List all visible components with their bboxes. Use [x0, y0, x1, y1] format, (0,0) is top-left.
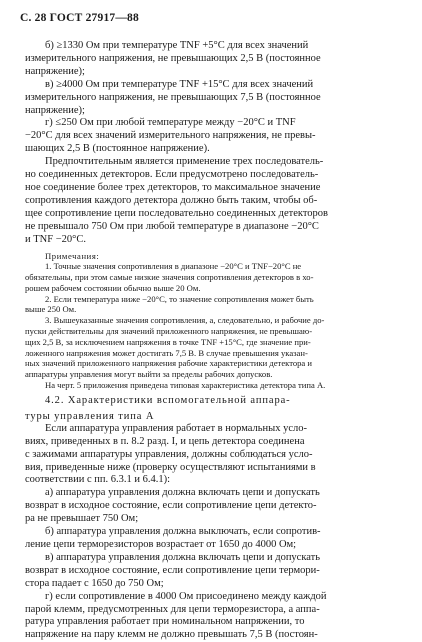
paragraph — [25, 526, 404, 552]
text-line: г) ≤250 Ом при любой температуре между −20°С и TNF — [45, 117, 296, 129]
text-line: парой клемм, предусмотренных для цепи терморезистора, а аппа- — [25, 603, 320, 615]
page-header: С. 28 ГОСТ 27917—88 — [20, 12, 139, 24]
text-line: сопротивления каждого детектора должно быть таким, чтобы об- — [25, 194, 318, 206]
text-line: щее сопротивление цепи последовательно соединенных детекторов — [25, 207, 328, 219]
text-line: шающих 2,5 В (постоянное напряжение). — [25, 143, 210, 155]
note-line: пуски действительны для значений приложенного напряжения, не превышаю- — [25, 326, 313, 337]
main-text-top — [25, 40, 404, 247]
text-line: б) ≥1330 Ом при температуре TNF +5°С для всех значений — [45, 40, 309, 51]
note-line: рошем рабочем состоянии обычно выше 20 Ом. — [25, 282, 201, 293]
text-line: Если аппаратура управления работает в нормальных усло- — [45, 422, 308, 434]
text-line: но соединенных детекторов. Если предусмотрено последователь- — [25, 169, 319, 181]
note-line: выше 250 Ом. — [25, 304, 77, 315]
notes-section — [25, 251, 404, 391]
text-line: вия, приведенные ниже (проверку осуществляют испытаниями в — [25, 461, 316, 473]
text-line: а) аппаратура управления должна включать цепи и допускать — [45, 487, 320, 499]
paragraph — [25, 591, 404, 642]
text-line: напряжение); — [25, 65, 85, 77]
paragraph — [25, 423, 404, 488]
text-line: возврат в исходное состояние, если сопротивление цепи детекто- — [25, 500, 317, 512]
section-heading-line: 4.2. Характеристики вспомогательной аппара- — [45, 394, 291, 406]
note-line: ных значений приложенного напряжения рабочие характеристики детектора и — [25, 358, 312, 369]
text-line: не превышало 750 Ом при любой температуре в диапазоне −20°С — [25, 220, 319, 232]
paragraph — [25, 79, 404, 118]
text-line: виях, приведенных в п. 8.2 разд. I, и цепь детектора соединена — [25, 435, 305, 447]
note-line: На черт. 5 приложения приведена типовая характеристика детектора типа А. — [45, 380, 326, 391]
text-line: ление цепи терморезисторов возрастает от 1650 до 4000 Ом; — [25, 539, 297, 551]
paragraph — [25, 117, 404, 156]
section-heading — [25, 394, 404, 423]
note-line: 2. Если температура ниже −20°С, то значение сопротивления может быть — [45, 293, 314, 304]
text-line: измерительного напряжения, не превышающих 2,5 В (постоянное — [25, 52, 321, 64]
text-line: возврат в исходное состояние, если сопротивление цепи термори- — [25, 564, 320, 576]
note-line: 1. Точные значения сопротивления в диапазоне −20°С и TNF−20°С не — [45, 261, 302, 272]
note-line: обязательны, при этом самые низкие значения сопротивления детекторов в хо- — [25, 272, 314, 283]
text-line: стора падает с 1650 до 750 Ом; — [25, 577, 164, 589]
note-item — [25, 315, 404, 380]
text-line: г) если сопротивление в 4000 Ом присоединено между каждой — [45, 590, 327, 602]
text-line: и TNF −20°С. — [25, 233, 86, 245]
note-item — [25, 380, 404, 391]
note-line: ложенного напряжения может достигать 7,5 В. В случае превышения указан- — [25, 347, 308, 358]
note-item — [25, 294, 404, 316]
text-line: ратура управления работает при номинальном напряжении, то — [25, 616, 305, 628]
text-line: −20°С для всех значений измерительного напряжения, не превы- — [25, 130, 316, 142]
notes-title: Примечания: — [45, 250, 100, 261]
text-line: Предпочтительным является применение трех последователь- — [45, 156, 324, 168]
text-line: измерительного напряжения, не превышающих 7,5 В (постоянное — [25, 91, 321, 103]
text-line: ное соединение более трех детекторов, то максимальное значение — [25, 181, 321, 193]
section-heading-line: туры управления типа А — [25, 410, 155, 422]
note-line: щих 2,5 В, за исключением напряжения в точке TNF +15°С, где значение при- — [25, 336, 311, 347]
note-item — [25, 261, 404, 293]
text-line: соответствии с пп. 6.3.1 и 6.4.1): — [25, 474, 171, 486]
paragraph — [25, 487, 404, 526]
page-content — [25, 40, 404, 642]
paragraph — [25, 40, 404, 79]
notes-list — [25, 261, 404, 391]
text-line: ра не превышает 750 Ом; — [25, 513, 139, 525]
text-line: в) аппаратура управления должна включать цепи и допускать — [45, 551, 321, 563]
paragraph — [25, 552, 404, 591]
text-line: напряжение на пару клемм не должно превышать 7,5 В (постоян- — [25, 629, 318, 641]
text-line: напряжение); — [25, 104, 85, 116]
text-line: с зажимами аппаратуры управления, должны соблюдаться усло- — [25, 448, 313, 460]
text-line: в) ≥4000 Ом при температуре TNF +15°С для всех значений — [45, 78, 314, 90]
paragraph — [25, 156, 404, 246]
note-line: 3. Вышеуказанные значения сопротивления, а, следовательно, и рабочие до- — [45, 315, 325, 326]
text-line: б) аппаратура управления должна выключать, если сопротив- — [45, 526, 321, 538]
main-text-bottom — [25, 423, 404, 642]
note-line: аппаратуры управления могут выйти за пределы рабочих допусков. — [25, 369, 273, 380]
